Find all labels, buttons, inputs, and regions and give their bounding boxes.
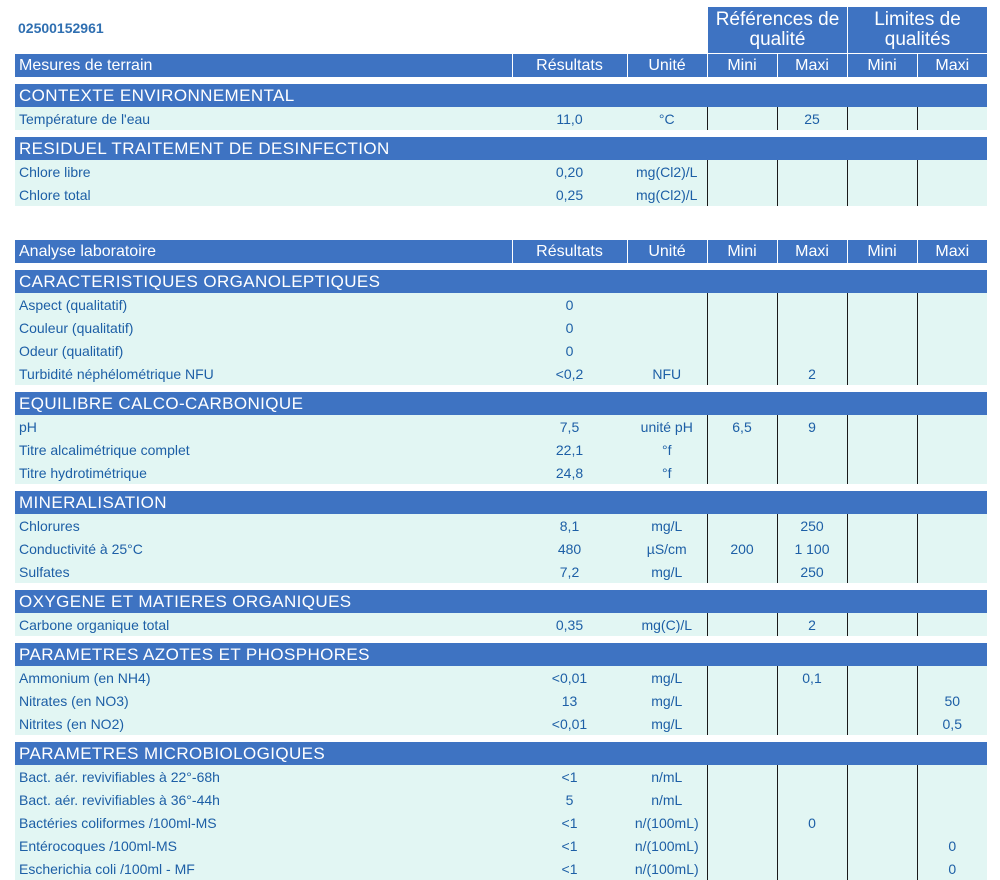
table-row [15,712,987,735]
lim-min-value [847,293,917,316]
quality-references-header: Références de qualité [708,7,847,53]
lim-max-value [917,415,987,438]
ref-max-value [777,160,847,183]
parameter-name: Bact. aér. revivifiables à 36°-44h [15,788,512,811]
header-parameter: Mesures de terrain [15,54,512,77]
lim-min-value [847,183,917,206]
lim-max-value [917,765,987,788]
parameter-name: Entérocoques /100ml-MS [15,834,512,857]
lim-max-value [917,293,987,316]
ref-min-value [707,811,777,834]
unit-value: mg/L [627,689,707,712]
lim-min-value [847,712,917,735]
header-lim-max: Maxi [917,54,987,77]
parameter-name: Titre hydrotimétrique [15,461,512,484]
table-row [15,438,987,461]
unit-value: unité pH [627,415,707,438]
ref-max-value [777,834,847,857]
section-title: CARACTERISTIQUES ORGANOLEPTIQUES [15,270,987,293]
field-measures-table [15,54,987,206]
unit-value: °f [627,461,707,484]
result-value: 0 [512,339,627,362]
ref-min-value [707,316,777,339]
spacer-cell [15,583,987,590]
table-row [15,560,987,583]
ref-max-value: 0 [777,811,847,834]
lim-min-value [847,438,917,461]
parameter-name: Titre alcalimétrique complet [15,438,512,461]
lim-max-value [917,160,987,183]
lim-min-value [847,514,917,537]
spacer-cell [15,735,987,742]
ref-min-value [707,293,777,316]
sample-code: 02500152961 [18,20,104,36]
ref-min-value [707,666,777,689]
spacer-cell [15,77,987,84]
parameter-name: Odeur (qualitatif) [15,339,512,362]
parameter-name: Chlorures [15,514,512,537]
parameter-name: Bact. aér. revivifiables à 22°-68h [15,765,512,788]
ref-max-value: 0,1 [777,666,847,689]
header-unit: Unité [627,54,707,77]
unit-value: mg/L [627,560,707,583]
table-row [15,160,987,183]
lim-min-value [847,339,917,362]
lim-max-value [917,438,987,461]
result-value: 0 [512,316,627,339]
ref-max-value [777,293,847,316]
result-value: <0,01 [512,666,627,689]
table-row [15,339,987,362]
header-ref-max: Maxi [777,240,847,263]
ref-max-value: 25 [777,107,847,130]
result-value: 0,20 [512,160,627,183]
table-row [15,316,987,339]
section-header-row [15,643,987,666]
table-row [15,765,987,788]
ref-max-value [777,857,847,880]
ref-max-value: 1 100 [777,537,847,560]
lim-min-value [847,765,917,788]
ref-min-value [707,689,777,712]
result-value: 7,5 [512,415,627,438]
ref-min-value [707,834,777,857]
ref-min-value [707,183,777,206]
table-row [15,514,987,537]
section-header-row [15,392,987,415]
ref-max-value [777,438,847,461]
section-header-row [15,137,987,160]
ref-max-value: 250 [777,560,847,583]
table-row [15,834,987,857]
result-value: 5 [512,788,627,811]
ref-min-value [707,613,777,636]
ref-max-value: 2 [777,613,847,636]
section-spacer [15,735,987,742]
lim-min-value [847,362,917,385]
unit-value [627,293,707,316]
table-row [15,689,987,712]
table-row [15,666,987,689]
lim-max-value: 0 [917,834,987,857]
unit-value: n/mL [627,765,707,788]
header-lim-min: Mini [847,54,917,77]
ref-min-value [707,788,777,811]
lim-max-value [917,107,987,130]
spacer-cell [15,130,987,137]
section-spacer [15,636,987,643]
ref-max-value [777,712,847,735]
section-title: OXYGENE ET MATIERES ORGANIQUES [15,590,987,613]
unit-value: n/(100mL) [627,834,707,857]
ref-max-value: 2 [777,362,847,385]
unit-value: n/(100mL) [627,857,707,880]
ref-min-value [707,765,777,788]
unit-value: µS/cm [627,537,707,560]
spacer-cell [15,484,987,491]
result-value: 13 [512,689,627,712]
table-row [15,537,987,560]
ref-min-value [707,461,777,484]
unit-value: mg(Cl2)/L [627,183,707,206]
section-title: PARAMETRES MICROBIOLOGIQUES [15,742,987,765]
lim-max-value: 0,5 [917,712,987,735]
table-header-row [15,54,987,77]
header-results: Résultats [512,54,627,77]
lim-max-value [917,183,987,206]
parameter-name: Chlore libre [15,160,512,183]
ref-max-value [777,689,847,712]
lim-min-value [847,160,917,183]
result-value: 7,2 [512,560,627,583]
unit-value: mg/L [627,666,707,689]
section-header-row [15,491,987,514]
lim-max-value [917,316,987,339]
lim-min-value [847,689,917,712]
ref-min-value: 200 [707,537,777,560]
table-row [15,811,987,834]
unit-value: n/mL [627,788,707,811]
ref-max-value [777,183,847,206]
table-row [15,788,987,811]
section-spacer [15,484,987,491]
section-title: PARAMETRES AZOTES ET PHOSPHORES [15,643,987,666]
result-value: 0 [512,293,627,316]
result-value: 11,0 [512,107,627,130]
result-value: 24,8 [512,461,627,484]
header-lim-min: Mini [847,240,917,263]
lim-min-value [847,107,917,130]
unit-value [627,339,707,362]
lim-max-value: 50 [917,689,987,712]
section-spacer [15,385,987,392]
ref-min-value [707,712,777,735]
lim-min-value [847,834,917,857]
parameter-name: Bactéries coliformes /100ml-MS [15,811,512,834]
lim-max-value [917,339,987,362]
ref-max-value [777,765,847,788]
ref-max-value [777,339,847,362]
result-value: 8,1 [512,514,627,537]
unit-value: mg/L [627,514,707,537]
unit-value: n/(100mL) [627,811,707,834]
lim-min-value [847,666,917,689]
parameter-name: Carbone organique total [15,613,512,636]
lim-max-value [917,811,987,834]
ref-max-value [777,788,847,811]
lim-min-value [847,857,917,880]
unit-value: mg(Cl2)/L [627,160,707,183]
lim-max-value [917,613,987,636]
table-row [15,461,987,484]
parameter-name: Nitrates (en NO3) [15,689,512,712]
table-row [15,107,987,130]
section-header-row [15,84,987,107]
parameter-name: Turbidité néphélométrique NFU [15,362,512,385]
ref-max-value [777,461,847,484]
table-header-row [15,240,987,263]
table-row [15,293,987,316]
table-row [15,415,987,438]
unit-value: mg/L [627,712,707,735]
unit-value [627,316,707,339]
parameter-name: Chlore total [15,183,512,206]
section-spacer [15,263,987,270]
lim-min-value [847,461,917,484]
lim-min-value [847,537,917,560]
parameter-name: Conductivité à 25°C [15,537,512,560]
ref-min-value [707,107,777,130]
lim-max-value [917,788,987,811]
quality-limits-header: Limites de qualités [848,7,987,53]
result-value: 22,1 [512,438,627,461]
section-title: RESIDUEL TRAITEMENT DE DESINFECTION [15,137,987,160]
parameter-name: pH [15,415,512,438]
header-ref-max: Maxi [777,54,847,77]
ref-min-value [707,560,777,583]
result-value: <1 [512,811,627,834]
section-header-row [15,742,987,765]
result-value: 480 [512,537,627,560]
unit-value: NFU [627,362,707,385]
lim-max-value [917,666,987,689]
ref-min-value [707,514,777,537]
result-value: <1 [512,834,627,857]
lim-max-value: 0 [917,857,987,880]
section-spacer [15,130,987,137]
section-spacer [15,77,987,84]
lim-max-value [917,537,987,560]
table-row [15,362,987,385]
result-value: <1 [512,765,627,788]
header-parameter: Analyse laboratoire [15,240,512,263]
table-row [15,183,987,206]
spacer-cell [15,636,987,643]
ref-min-value [707,339,777,362]
lim-max-value [917,514,987,537]
parameter-name: Nitrites (en NO2) [15,712,512,735]
header-unit: Unité [627,240,707,263]
lim-min-value [847,613,917,636]
lim-min-value [847,788,917,811]
ref-max-value [777,316,847,339]
ref-min-value [707,160,777,183]
section-header-row [15,590,987,613]
unit-value: °f [627,438,707,461]
spacer-cell [15,385,987,392]
ref-min-value [707,438,777,461]
spacer-cell [15,263,987,270]
lim-min-value [847,415,917,438]
result-value: <0,01 [512,712,627,735]
section-header-row [15,270,987,293]
section-title: CONTEXTE ENVIRONNEMENTAL [15,84,987,107]
result-value: <0,2 [512,362,627,385]
lim-max-value [917,560,987,583]
result-value: 0,25 [512,183,627,206]
header-ref-min: Mini [707,240,777,263]
lim-max-value [917,362,987,385]
header-results: Résultats [512,240,627,263]
parameter-name: Escherichia coli /100ml - MF [15,857,512,880]
lim-min-value [847,316,917,339]
lim-min-value [847,560,917,583]
lab-analysis-table [15,240,987,880]
parameter-name: Aspect (qualitatif) [15,293,512,316]
ref-min-value: 6,5 [707,415,777,438]
result-value: <1 [512,857,627,880]
section-title: MINERALISATION [15,491,987,514]
ref-min-value [707,857,777,880]
section-spacer [15,583,987,590]
lim-min-value [847,811,917,834]
header-lim-max: Maxi [917,240,987,263]
table-row [15,857,987,880]
header-ref-min: Mini [707,54,777,77]
section-title: EQUILIBRE CALCO-CARBONIQUE [15,392,987,415]
table-row [15,613,987,636]
parameter-name: Ammonium (en NH4) [15,666,512,689]
ref-max-value: 9 [777,415,847,438]
parameter-name: Couleur (qualitatif) [15,316,512,339]
lim-max-value [917,461,987,484]
ref-max-value: 250 [777,514,847,537]
result-value: 0,35 [512,613,627,636]
parameter-name: Sulfates [15,560,512,583]
unit-value: mg(C)/L [627,613,707,636]
unit-value: °C [627,107,707,130]
ref-min-value [707,362,777,385]
parameter-name: Température de l'eau [15,107,512,130]
